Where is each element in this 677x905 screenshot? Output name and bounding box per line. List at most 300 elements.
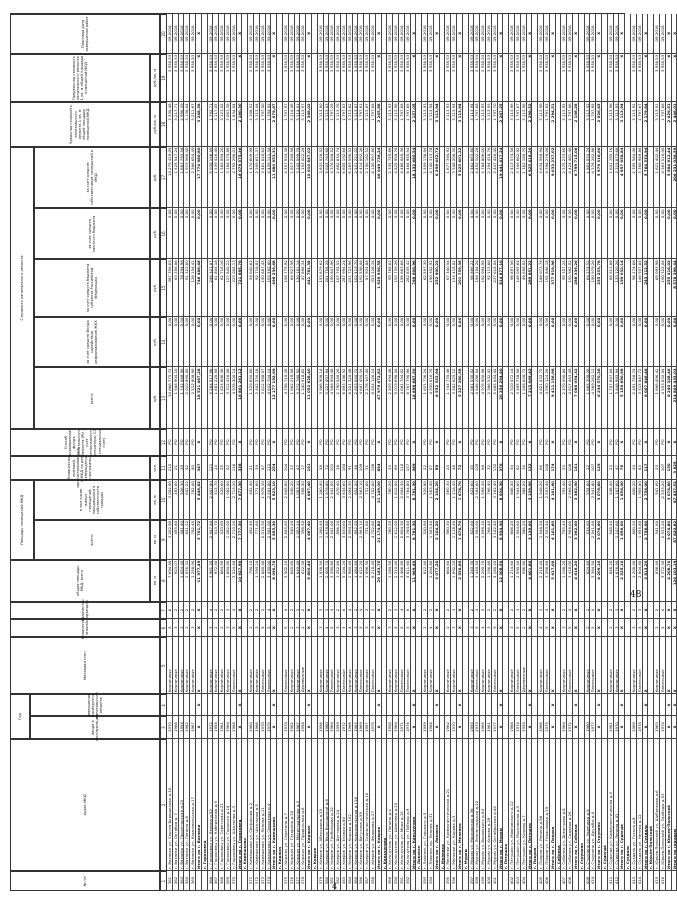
cell-pd: X	[411, 14, 417, 54]
cell-fl: 3	[335, 619, 341, 637]
cell-area: 848,20	[608, 560, 614, 602]
cell-fm: РО	[660, 429, 666, 456]
cell-res: 47	[614, 456, 620, 480]
cell-mu: 3 938,53	[480, 54, 486, 103]
cell-n: 387	[364, 871, 370, 891]
cell-uc: 3 113,95	[561, 102, 567, 146]
cell-cl: 0,00	[445, 208, 451, 259]
cell-pd: 09.2018	[184, 14, 190, 54]
cell-area: 1 692,20	[451, 560, 457, 602]
cell-mat: Панельные	[370, 637, 376, 694]
cell-pr: 87 820,62	[672, 520, 677, 560]
cell-area: 1 604,80	[225, 560, 231, 602]
cell-co: 6 605 192,68	[341, 147, 347, 209]
cell-ct: 6 521 320,48	[347, 367, 353, 429]
cell-area: 3 430,00	[266, 560, 272, 602]
cell-co: 1 525 547,24	[173, 147, 179, 209]
cell-addr: г. Вязники ул. Ленина д.8	[184, 739, 190, 872]
cell-n: 367	[213, 871, 219, 891]
cell-fm: РО	[451, 429, 457, 456]
cell-area: 836,40	[654, 560, 660, 602]
cell-fm: X	[237, 429, 243, 456]
cell-mu: 3 938,53	[637, 54, 643, 103]
cell-fl: 3	[451, 619, 457, 637]
cell-mu: 3 938,53	[254, 54, 260, 103]
cell-cl: 0,00	[486, 208, 492, 259]
cell-co: 1 677 394,92	[445, 147, 451, 209]
cell-co: 3 184 575,86	[225, 147, 231, 209]
cell-cl: 0,00	[643, 208, 649, 259]
cell-pd: X	[271, 14, 277, 54]
cell-fl: X	[643, 619, 649, 637]
cell-fm: РО	[208, 429, 214, 456]
cell-mat: Панельные	[590, 637, 596, 694]
cell-pd: 09.2018	[474, 14, 480, 54]
cell-uc: 3 113,94	[428, 102, 434, 146]
cell-pd: 09.2018	[561, 14, 567, 54]
cell-area: 612,30	[300, 560, 306, 602]
cell-pr: 1 612,00	[393, 520, 399, 560]
cell-cl: 0,00	[393, 208, 399, 259]
cell-fl: X	[434, 619, 440, 637]
cell-mu: 3 938,53	[428, 54, 434, 103]
cell-mu: 3 938,53	[248, 54, 254, 103]
cell-ct: 5 685 044,44	[492, 367, 498, 429]
cell-ct: 1 208 838,72	[521, 367, 527, 429]
cell-area: 1 096,30	[364, 560, 370, 602]
cell-uc: 1 834,84	[231, 102, 237, 146]
cell-mat: Кирпичные	[254, 637, 260, 694]
cell-addr: Итого по городам	[672, 739, 677, 872]
cell-cf: 0,00	[614, 317, 620, 368]
cell-pr: 3 764,80	[405, 520, 411, 560]
cell-co: 6 925 418,20	[527, 147, 533, 209]
cell-fl: X	[550, 619, 556, 637]
cell-fl: 4	[347, 619, 353, 637]
cell-y2: X	[527, 694, 533, 716]
cell-uc: 1 797,63	[341, 102, 347, 146]
cell-cf: 0,00	[486, 317, 492, 368]
cell-mu: 3 938,53	[399, 54, 405, 103]
cell-en: 2	[654, 602, 660, 620]
cell-mu: 3 938,53	[405, 54, 411, 103]
cell-pr: 2 563,10	[358, 520, 364, 560]
column-number: 19	[160, 54, 167, 103]
cell-fm: РО	[353, 429, 359, 456]
cell-uc: 3 113,94	[451, 102, 457, 146]
cell-y2: X	[596, 694, 602, 716]
cell-n: 397	[469, 871, 475, 891]
cell-cs: 237 618,04	[492, 259, 498, 316]
cell-mat: Кирпичные	[561, 637, 567, 694]
cell-cf: 0,00	[370, 317, 376, 368]
cell-cs: 67 340,54	[445, 259, 451, 316]
cell-uc: 3 248,38	[196, 102, 202, 146]
cell-fm: РО	[289, 429, 295, 456]
cell-mat: Кирпичные	[167, 637, 173, 694]
cell-en: X	[596, 602, 602, 620]
cell-ct: 2 010 890,00	[184, 367, 190, 429]
cell-cf: 0,00	[474, 317, 480, 368]
cell-mu: 3 938,53	[353, 54, 359, 103]
cell-pr: 7 777,30	[237, 520, 243, 560]
cell-res: 34	[254, 456, 260, 480]
cell-cl: 0,00	[480, 208, 486, 259]
cell-mat: X	[457, 637, 463, 694]
cell-en: 3	[225, 602, 231, 620]
cell-addr: г. Киржач ул. Серегина д.7	[283, 739, 289, 872]
cell-pd: 09.2018	[231, 14, 237, 54]
cell-cs: 190 302,92	[428, 259, 434, 316]
column-number: 10	[160, 480, 167, 520]
cell-co: 11 680 953,31	[271, 147, 277, 209]
cell-y1: 1977	[492, 717, 498, 739]
cell-en: X	[666, 602, 672, 620]
cell-fl: 2	[184, 619, 190, 637]
cell-co: 1 617 290,58	[289, 147, 295, 209]
cell-ct: 16 801 261,12	[237, 367, 243, 429]
cell-mu: 3 938,53	[213, 54, 219, 103]
cell-pv: 21 149,00	[376, 480, 382, 520]
cell-pr: 541,60	[654, 520, 660, 560]
cell-addr: г. Петушки ул. Кирова д.7	[521, 739, 527, 872]
cell-n: 401	[492, 871, 498, 891]
cell-fm: РО	[225, 429, 231, 456]
cell-co: 1 562 090,20	[219, 147, 225, 209]
cell-uc: 1 797,65	[590, 102, 596, 146]
cell-y1: 1964	[561, 717, 567, 739]
cell-en: 4	[567, 602, 573, 620]
cell-cl: 0,00	[213, 208, 219, 259]
cell-mu: 3 938,53	[474, 54, 480, 103]
cell-uc: 1 797,67	[637, 102, 643, 146]
cell-cf: 0,00	[521, 317, 527, 368]
cell-fm: РО	[637, 429, 643, 456]
cell-fl: 9	[370, 619, 376, 637]
cell-pv: 1 612,00	[393, 480, 399, 520]
cell-mu: 3 938,53	[393, 54, 399, 103]
cell-area: 3 440,50	[474, 560, 480, 602]
cell-fl: 3	[254, 619, 260, 637]
cell-en: 2	[608, 602, 614, 620]
cell-en: X	[376, 602, 382, 620]
cell-cs: 255 416,02	[666, 259, 672, 316]
cell-cf: 0,00	[561, 317, 567, 368]
cell-pr: 581,40	[179, 520, 185, 560]
cell-fm: X	[550, 429, 556, 456]
cell-cl: 0,00	[231, 208, 237, 259]
cell-pr: 398,50	[300, 520, 306, 560]
cell-addr: г. Гороховец	[202, 739, 208, 872]
cell-n: 364	[184, 871, 190, 891]
cell-fl: X	[237, 619, 243, 637]
cell-pd: 09.2018	[213, 14, 219, 54]
cell-mat: Кирпичные	[608, 637, 614, 694]
cell-area: 2 556,80	[457, 560, 463, 602]
cell-addr: г. Кольчугино ул. Ленина д.4	[387, 739, 393, 872]
cell-addr: г. Судогда ул. Ленина д.41	[614, 739, 620, 872]
column-number: 11	[160, 456, 167, 480]
cell-area: 2 590,40	[515, 560, 521, 602]
cell-ct: 10 666 775,72	[167, 367, 173, 429]
cell-addr: Итого по г. Собинка	[573, 739, 579, 872]
cell-n: 416	[660, 871, 666, 891]
cell-cf: 0,00	[347, 317, 353, 368]
cell-co: 3 348 206,30	[451, 147, 457, 209]
cell-res: 121	[208, 456, 214, 480]
cell-addr: г. Камешково ул. Ленина д.11	[260, 739, 266, 872]
cell-addr: Итого по г. Судогда	[619, 739, 625, 872]
cell-cf: 0,00	[184, 317, 190, 368]
cell-cl: 0,00	[614, 208, 620, 259]
cell-cf: 0,00	[573, 317, 579, 368]
cell-area: 3 390,80	[329, 560, 335, 602]
cell-pv: 4 702,80	[370, 480, 376, 520]
cell-ct: 4 646 286,54	[474, 367, 480, 429]
cell-fl: X	[306, 619, 312, 637]
cell-co: 3 368 949,88	[637, 147, 643, 209]
cell-pr: 520,80	[422, 520, 428, 560]
cell-cf: 0,00	[329, 317, 335, 368]
cell-pv: 2 553,40	[544, 480, 550, 520]
cell-cl: 0,00	[451, 208, 457, 259]
cell-cf: 0,00	[173, 317, 179, 368]
cell-fm: РО	[318, 429, 324, 456]
cell-fm: РО	[654, 429, 660, 456]
cell-fm: РО	[260, 429, 266, 456]
cell-res: 35	[469, 456, 475, 480]
cell-fm: РО	[608, 429, 614, 456]
cell-addr: г. Ковров	[312, 739, 318, 872]
cell-area: 3 418,00	[567, 560, 573, 602]
cell-mu: X	[376, 54, 382, 103]
cell-pd: 09.2018	[567, 14, 573, 54]
cell-uc: 1 792,71	[208, 102, 214, 146]
cell-y2: X	[376, 694, 382, 716]
cell-area: 3 384,50	[590, 560, 596, 602]
cell-pr: 2 104,20	[434, 520, 440, 560]
cell-uc: 2 029,51	[666, 102, 672, 146]
cell-pd: 09.2018	[393, 14, 399, 54]
cell-mu: 3 938,53	[515, 54, 521, 103]
cell-n: 403	[515, 871, 521, 891]
cell-pd: 09.2018	[225, 14, 231, 54]
cell-cl: 0,00	[387, 208, 393, 259]
cell-mat: X	[643, 637, 649, 694]
cell-fl: 4	[480, 619, 486, 637]
cell-cl: 0,00	[370, 208, 376, 259]
cell-uc: 1 797,65	[405, 102, 411, 146]
cell-uc: 2 079,67	[271, 102, 277, 146]
cell-pd: 09.2018	[405, 14, 411, 54]
cell-mat: X	[434, 637, 440, 694]
cell-cl: 0,00	[585, 208, 591, 259]
cell-y1: 1964	[225, 717, 231, 739]
cell-fm: РО	[515, 429, 521, 456]
cell-cs: 198 775,92	[283, 259, 289, 316]
cell-mat: Деревянные	[521, 637, 527, 694]
cell-pd: X	[527, 14, 533, 54]
cell-fl: 5	[590, 619, 596, 637]
cell-res: 254	[271, 456, 277, 480]
header-fund-method: Способ формирования фонда капитального ремонта (РО - счет регионального оператора; СС - специальный счет)	[10, 429, 160, 456]
cell-area: 1 258,90	[190, 560, 196, 602]
cell-uc: 3 061,38	[225, 102, 231, 146]
cell-co: 1 162 180,70	[521, 147, 527, 209]
cell-addr: г. Вязники ул. Пролетарская д.23	[179, 739, 185, 872]
cell-uc: 3 113,93	[614, 102, 620, 146]
cell-mu: X	[434, 54, 440, 103]
cell-area: 2 310,40	[393, 560, 399, 602]
cell-cs: 65 093,98	[654, 259, 660, 316]
cell-res: 69	[393, 456, 399, 480]
cell-n: 381	[329, 871, 335, 891]
cell-res: 108	[567, 456, 573, 480]
cell-y1: 1968	[231, 717, 237, 739]
cell-ct: 7 088 054,32	[573, 367, 579, 429]
cell-uc: 3 113,93	[387, 102, 393, 146]
cell-y1: 1975	[544, 717, 550, 739]
cell-uc: 2 267,25	[498, 102, 504, 146]
cell-ct: 6 767 790,96	[405, 367, 411, 429]
cell-cf: 0,00	[324, 317, 330, 368]
cell-res: 338	[237, 456, 243, 480]
cell-pd: 09.2018	[167, 14, 173, 54]
cell-y1: 1963	[353, 717, 359, 739]
cell-pr: 534,80	[585, 520, 591, 560]
cell-pd: 09.2018	[353, 14, 359, 54]
cell-fm: РО	[184, 429, 190, 456]
cell-co: 6 299 452,72	[434, 147, 440, 209]
cell-res: 91	[347, 456, 353, 480]
cell-fl: 3	[190, 619, 196, 637]
cell-area: 2 264,80	[428, 560, 434, 602]
cell-fl: 3	[387, 619, 393, 637]
cell-co: 18 132 680,54	[411, 147, 417, 209]
cell-mu: 3 938,53	[289, 54, 295, 103]
cell-y1: X	[666, 717, 672, 739]
cell-ct: 3 515 887,72	[637, 367, 643, 429]
cell-n: 384	[347, 871, 353, 891]
cell-pr: 2 645,60	[283, 520, 289, 560]
cell-addr: г. Судогда ул. Коммунистическая д.3	[608, 739, 614, 872]
cell-pd: 09.2018	[254, 14, 260, 54]
cell-y2: X	[619, 694, 625, 716]
cell-co: 4 414 892,26	[358, 147, 364, 209]
header-cost: Стоимость капитального ремонта	[10, 147, 34, 430]
cell-ct: 8 454 126,14	[370, 367, 376, 429]
cell-pd: 09.2018	[445, 14, 451, 54]
cell-pr: 493,80	[173, 520, 179, 560]
cell-co: 10 279 419,09	[167, 147, 173, 209]
cell-cf: 0,00	[590, 317, 596, 368]
cell-fl: 5	[474, 619, 480, 637]
cell-addr: г. Киржач ул. Прядильная д.6	[300, 739, 306, 872]
cell-co: 8 100 997,80	[370, 147, 376, 209]
cell-y1: X	[596, 717, 602, 739]
cell-en: 4	[283, 602, 289, 620]
cell-n: 404	[521, 871, 527, 891]
cell-pd: X	[434, 14, 440, 54]
cell-cf: 0,00	[660, 317, 666, 368]
cell-pd: 09.2018	[428, 14, 434, 54]
cell-uc: 3 113,87	[353, 102, 359, 146]
cell-cs: 134 418,82	[451, 259, 457, 316]
cell-area: 3 466,90	[399, 560, 405, 602]
cell-cf: 0,00	[266, 317, 272, 368]
cell-pr: 2 756,00	[643, 520, 649, 560]
cell-pr: 1 082,00	[225, 520, 231, 560]
cell-mu: 3 938,53	[208, 54, 214, 103]
cell-uc: 3 113,96	[538, 102, 544, 146]
cell-co: 1 539 416,40	[213, 147, 219, 209]
cell-res: 38	[335, 456, 341, 480]
cell-res: 129	[596, 456, 602, 480]
cell-uc: 3 113,83	[324, 102, 330, 146]
column-number: 4	[160, 694, 167, 716]
cell-en: 2	[492, 602, 498, 620]
cell-mu: 3 938,53	[329, 54, 335, 103]
cell-res: 89	[434, 456, 440, 480]
cell-y1: X	[619, 717, 625, 739]
cell-addr: Итого по г. Суздаль	[643, 739, 649, 872]
cell-ct: 6 234 570,38	[596, 367, 602, 429]
cell-uc: 3 113,93	[486, 102, 492, 146]
cell-mu: 3 938,53	[300, 54, 306, 103]
cell-n: 369	[225, 871, 231, 891]
cell-en: 3	[260, 602, 266, 620]
cell-mu: 3 938,53	[167, 54, 173, 103]
cell-mat: Кирпичные	[364, 637, 370, 694]
cell-ct: 47 979 672,82	[376, 367, 382, 429]
cell-en: 2	[445, 602, 451, 620]
cell-ct: 12 177 192,99	[271, 367, 277, 429]
cell-cs: 98 866,22	[469, 259, 475, 316]
cell-co: 5 764 533,94	[643, 147, 649, 209]
cell-cf: 0,00	[254, 317, 260, 368]
header-unit-cost-15: руб.	[150, 208, 160, 259]
cell-cl: 0,00	[637, 208, 643, 259]
cell-fm: РО	[283, 429, 289, 456]
cell-addr: г. Муром ул. Кирова д.29	[486, 739, 492, 872]
cell-y1: 1970	[167, 717, 173, 739]
cell-pv: 2 645,60	[283, 480, 289, 520]
cell-addr: г. Вязники ул. Комсомольская д.17	[190, 739, 196, 872]
cell-res: 112	[266, 456, 272, 480]
cell-res: 198	[370, 456, 376, 480]
cell-fm: РО	[231, 429, 237, 456]
cell-n: 376	[289, 871, 295, 891]
cell-mu: 3 938,53	[631, 54, 637, 103]
cell-res: 82	[515, 456, 521, 480]
cell-cf: 0,00	[208, 317, 214, 368]
cell-cl: 0,00	[283, 208, 289, 259]
cell-co: 4 825 958,78	[393, 147, 399, 209]
cell-en: 4	[660, 602, 666, 620]
cell-cl: 0,00	[544, 208, 550, 259]
cell-n: 391	[399, 871, 405, 891]
cell-pv: 2 104,20	[434, 480, 440, 520]
cell-pv: 641,22	[184, 480, 190, 520]
cell-co: 206 231 036,59	[672, 147, 677, 209]
cell-ct: 4 978 300,14	[231, 367, 237, 429]
cell-cf: 0,00	[219, 317, 225, 368]
cell-addr: г. Юрьев-Польский ул. Шибанкова д.6	[654, 739, 660, 872]
cell-y1: X	[196, 717, 202, 739]
cell-fm: РО	[364, 429, 370, 456]
cell-cl: 0,00	[173, 208, 179, 259]
cell-cs: 62 716,16	[219, 259, 225, 316]
